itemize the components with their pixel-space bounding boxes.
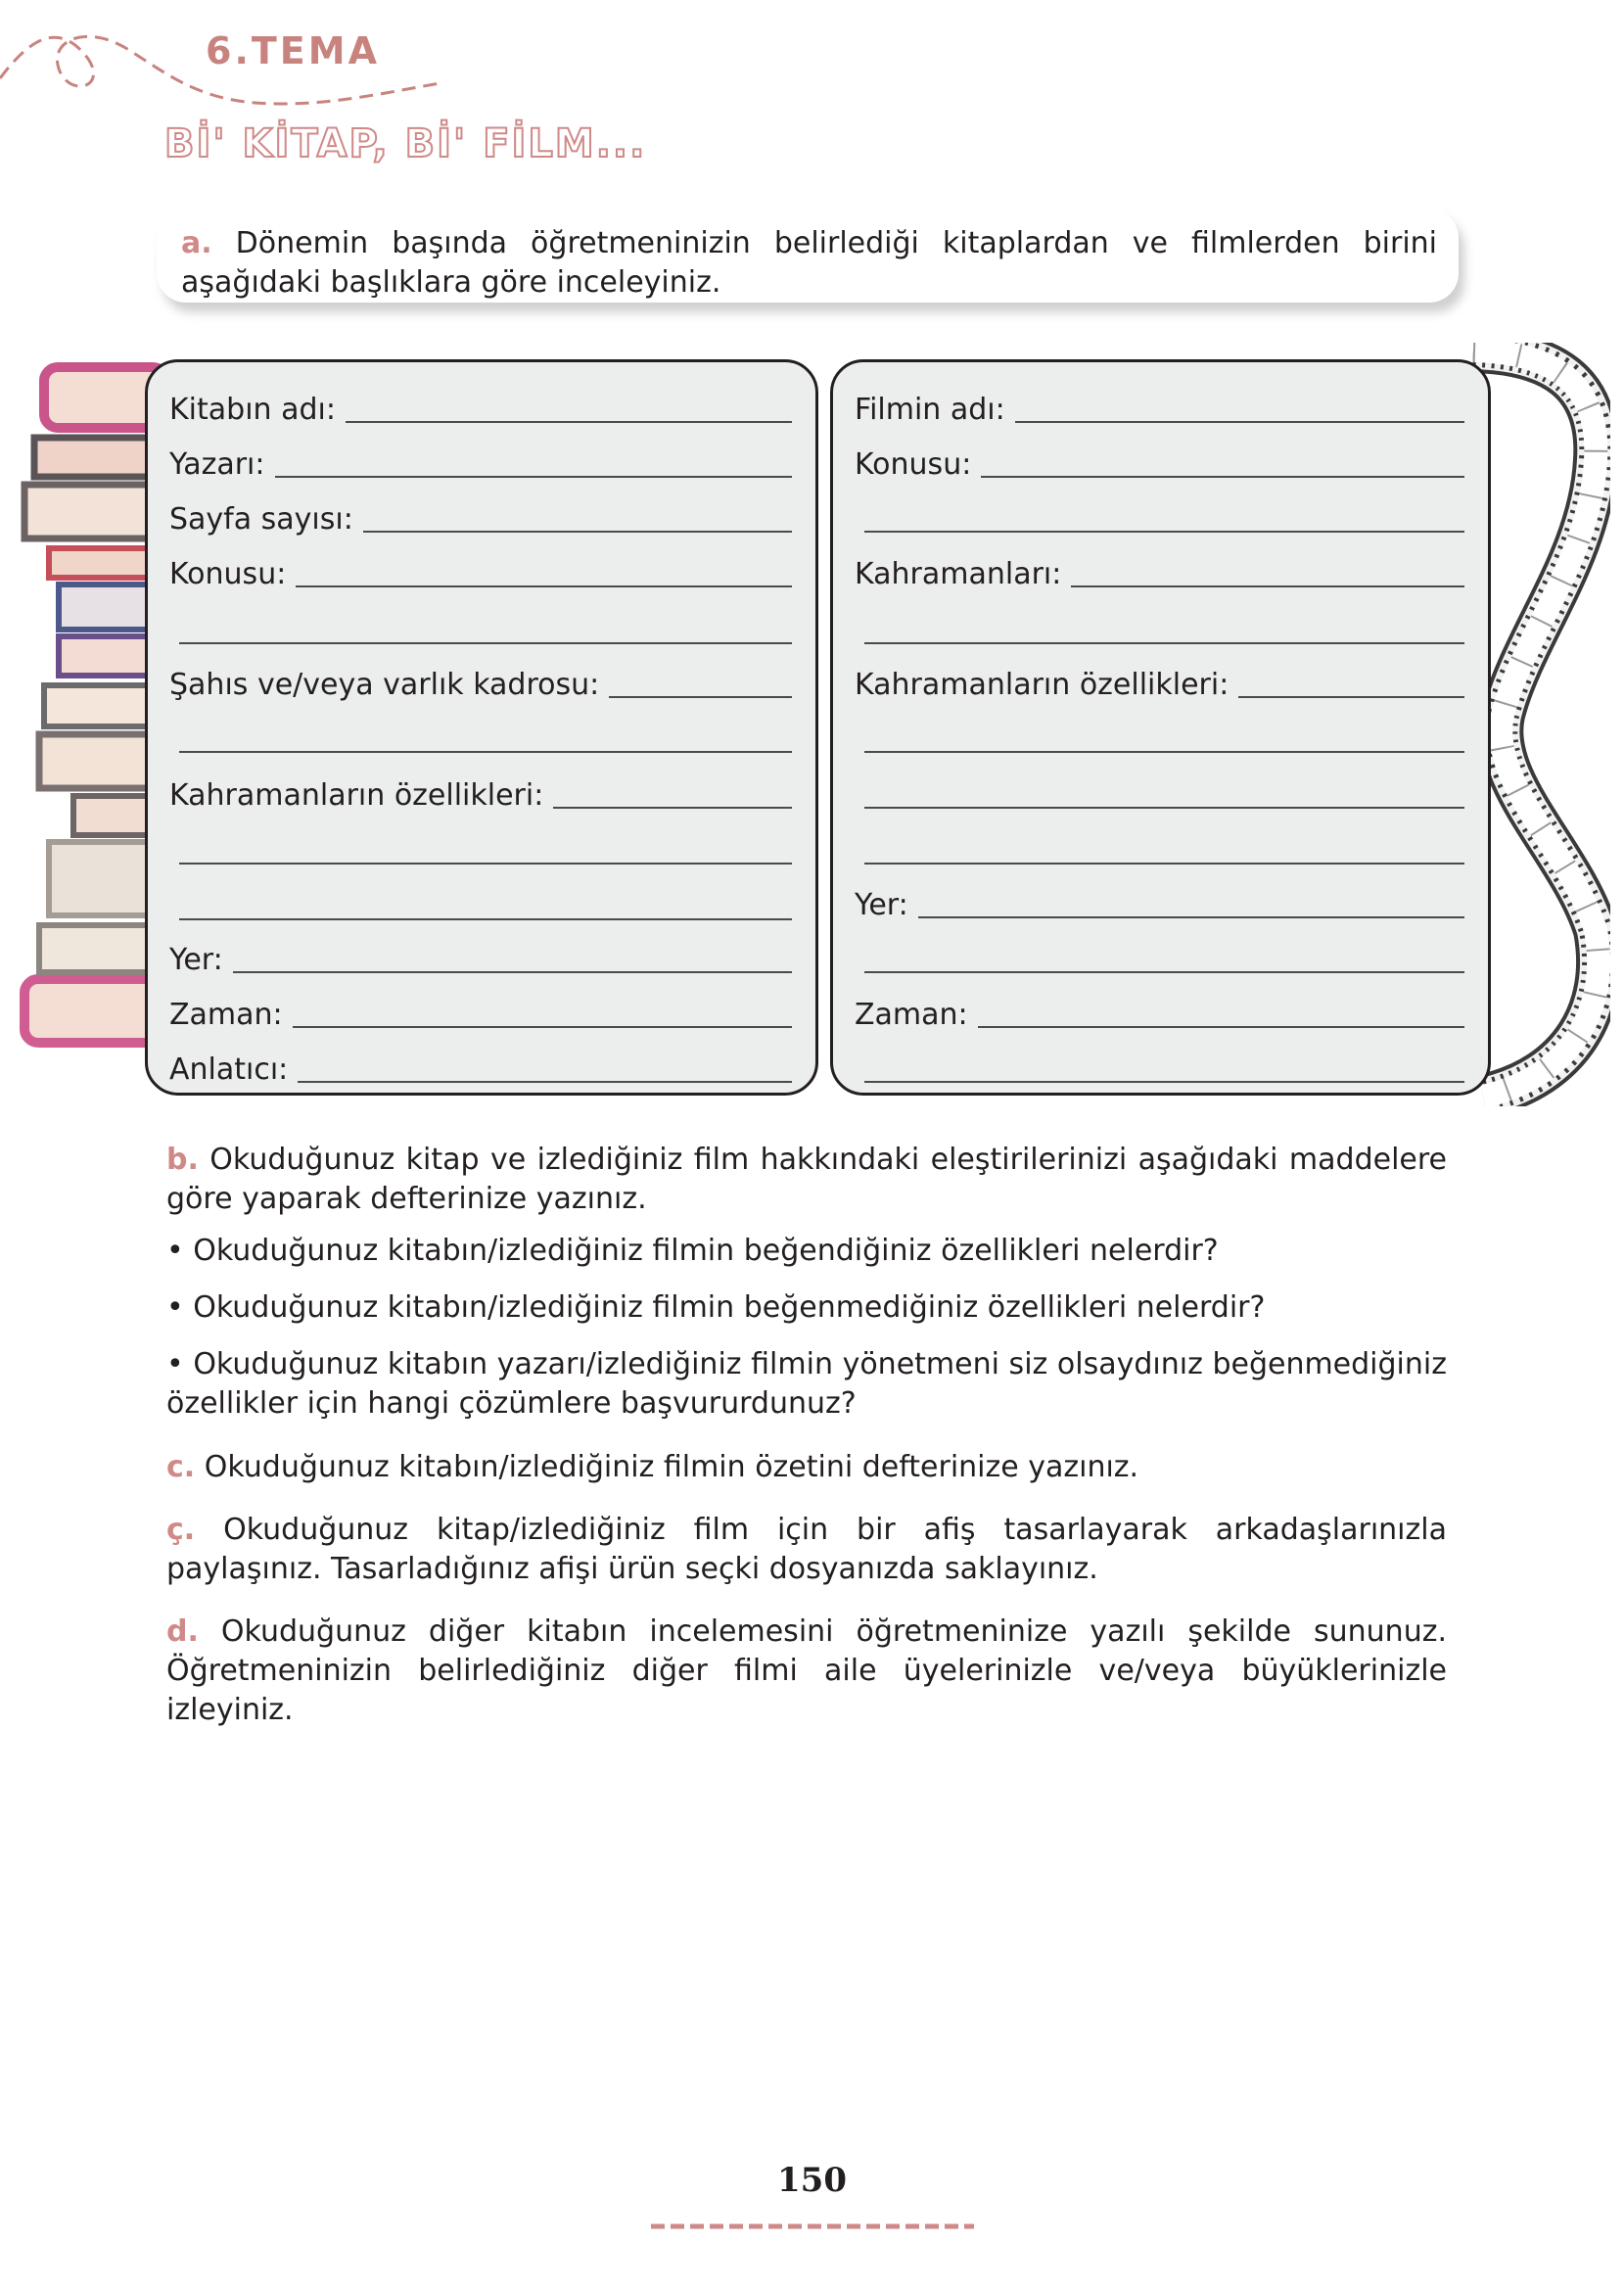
book-field-narrator[interactable] <box>169 1048 792 1087</box>
film-field-hero-traits-cont[interactable] <box>855 773 1464 813</box>
field-label: Anlatıcı: <box>169 1052 289 1087</box>
film-field-subject-cont[interactable] <box>855 497 1464 537</box>
field-label: Sayfa sayısı: <box>169 502 353 537</box>
field-label: Yazarı: <box>169 447 265 482</box>
book-field-hero-traits[interactable] <box>169 773 792 813</box>
answer-line <box>864 642 1464 644</box>
answer-line <box>1015 421 1464 423</box>
answer-line <box>298 1081 792 1083</box>
section-cc-text: Okuduğunuz kitap/izlediğiniz film için bir afiş tasarlayarak arkadaşlarınızla paylaşınız. Tasarladığınız afişi ürün seçki dosyanızda saklayınız. <box>166 1513 1447 1586</box>
section-d-letter: d. <box>166 1614 199 1649</box>
section-c-letter: c. <box>166 1450 196 1484</box>
answer-line <box>864 807 1464 809</box>
answer-line <box>981 476 1464 478</box>
answer-line <box>1238 696 1464 698</box>
field-label: Yer: <box>169 943 223 977</box>
field-label: Kahramanların özellikleri: <box>169 778 544 813</box>
film-field-time[interactable] <box>855 993 1464 1032</box>
film-field-hero-traits-cont[interactable] <box>855 718 1464 757</box>
film-field-place[interactable] <box>855 883 1464 922</box>
film-field-title[interactable] <box>855 388 1464 427</box>
answer-line <box>293 1026 792 1028</box>
section-b-paragraph <box>166 1141 1447 1219</box>
book-field-time[interactable] <box>169 993 792 1032</box>
answer-line <box>864 1081 1464 1083</box>
film-field-hero-traits-cont[interactable] <box>855 829 1464 868</box>
answer-line <box>553 807 792 809</box>
section-b-text: Okuduğunuz kitap ve izlediğiniz film hakkındaki eleştirilerinizi aşağıdaki maddelere göre yaparak defterinize yazınız. <box>166 1143 1447 1216</box>
section-b-bullet-1: • Okuduğunuz kitabın/izlediğiniz filmin beğendiğiniz özellikleri nelerdir? <box>166 1234 1219 1268</box>
field-label: Filmin adı: <box>855 393 1005 427</box>
field-label: Kitabın adı: <box>169 393 336 427</box>
section-d-text: Okuduğunuz diğer kitabın incelemesini öğretmeninize yazılı şekilde sununuz. Öğretmeninizin belirlediğiniz diğer filmi aile üyelerinizle ve/veya büyüklerinizle izleyiniz. <box>166 1614 1447 1727</box>
book-field-characters[interactable] <box>169 663 792 702</box>
answer-line <box>363 531 792 533</box>
answer-line <box>179 863 792 865</box>
instruction-a-letter: a. <box>181 226 212 260</box>
answer-line <box>864 531 1464 533</box>
section-d-paragraph <box>166 1613 1447 1730</box>
answer-line <box>233 971 792 973</box>
film-field-heroes[interactable] <box>855 552 1464 591</box>
book-field-author[interactable] <box>169 443 792 482</box>
film-analysis-panel <box>830 359 1491 1096</box>
section-c-text: Okuduğunuz kitabın/izlediğiniz filmin özetini defterinize yazınız. <box>204 1450 1139 1484</box>
answer-line <box>275 476 793 478</box>
answer-line <box>296 585 792 587</box>
section-cc-paragraph <box>166 1511 1447 1589</box>
answer-line <box>179 642 792 644</box>
instruction-a-box <box>157 209 1459 303</box>
field-label: Yer: <box>855 888 908 922</box>
book-field-subject[interactable] <box>169 552 792 591</box>
answer-line <box>918 916 1464 918</box>
answer-line <box>864 863 1464 865</box>
answer-line <box>978 1026 1464 1028</box>
film-field-place-cont[interactable] <box>855 938 1464 977</box>
field-label: Konusu: <box>169 557 287 591</box>
section-cc-letter: ç. <box>166 1513 196 1547</box>
book-stack-illustration <box>10 357 166 1062</box>
film-field-hero-traits[interactable] <box>855 663 1464 702</box>
book-field-hero-traits-cont[interactable] <box>169 829 792 868</box>
book-field-title[interactable] <box>169 388 792 427</box>
answer-line <box>609 696 792 698</box>
answer-line <box>179 918 792 920</box>
field-label: Konusu: <box>855 447 972 482</box>
book-field-subject-cont[interactable] <box>169 609 792 648</box>
field-label: Şahıs ve/veya varlık kadrosu: <box>169 668 600 702</box>
answer-line <box>864 971 1464 973</box>
book-field-characters-cont[interactable] <box>169 718 792 757</box>
section-b-letter: b. <box>166 1143 199 1177</box>
field-label: Zaman: <box>855 998 968 1032</box>
film-field-subject[interactable] <box>855 443 1464 482</box>
book-field-hero-traits-cont[interactable] <box>169 885 792 924</box>
answer-line <box>179 751 792 753</box>
section-b-bullet-3: • Okuduğunuz kitabın yazarı/izlediğiniz filmin yönetmeni siz olsaydınız beğenmediğiniz özellikler için hangi çözümlere başvururdunuz? <box>166 1347 1447 1421</box>
page-number: 150 <box>777 2161 847 2200</box>
film-field-time-cont[interactable] <box>855 1048 1464 1087</box>
book-field-place[interactable] <box>169 938 792 977</box>
field-label: Kahramanları: <box>855 557 1062 591</box>
answer-line <box>864 751 1464 753</box>
section-c-paragraph <box>166 1448 1447 1487</box>
book-field-page-count[interactable] <box>169 497 792 537</box>
film-field-heroes-cont[interactable] <box>855 609 1464 648</box>
instruction-a-text: Dönemin başında öğretmeninizin belirlediği kitaplardan ve filmlerden birini aşağıdaki başlıklara göre inceleyiniz. <box>181 226 1437 300</box>
field-label: Zaman: <box>169 998 283 1032</box>
page-subtitle: Bİ' KİTAP, Bİ' FİLM... <box>164 121 647 166</box>
book-analysis-panel <box>145 359 818 1096</box>
answer-line <box>346 421 792 423</box>
section-b-bullet-2: • Okuduğunuz kitabın/izlediğiniz filmin beğenmediğiniz özellikleri nelerdir? <box>166 1290 1266 1325</box>
field-label: Kahramanların özellikleri: <box>855 668 1230 702</box>
footer-dash-decoration <box>651 2221 974 2232</box>
answer-line <box>1071 585 1464 587</box>
theme-label: 6.TEMA <box>206 29 380 72</box>
